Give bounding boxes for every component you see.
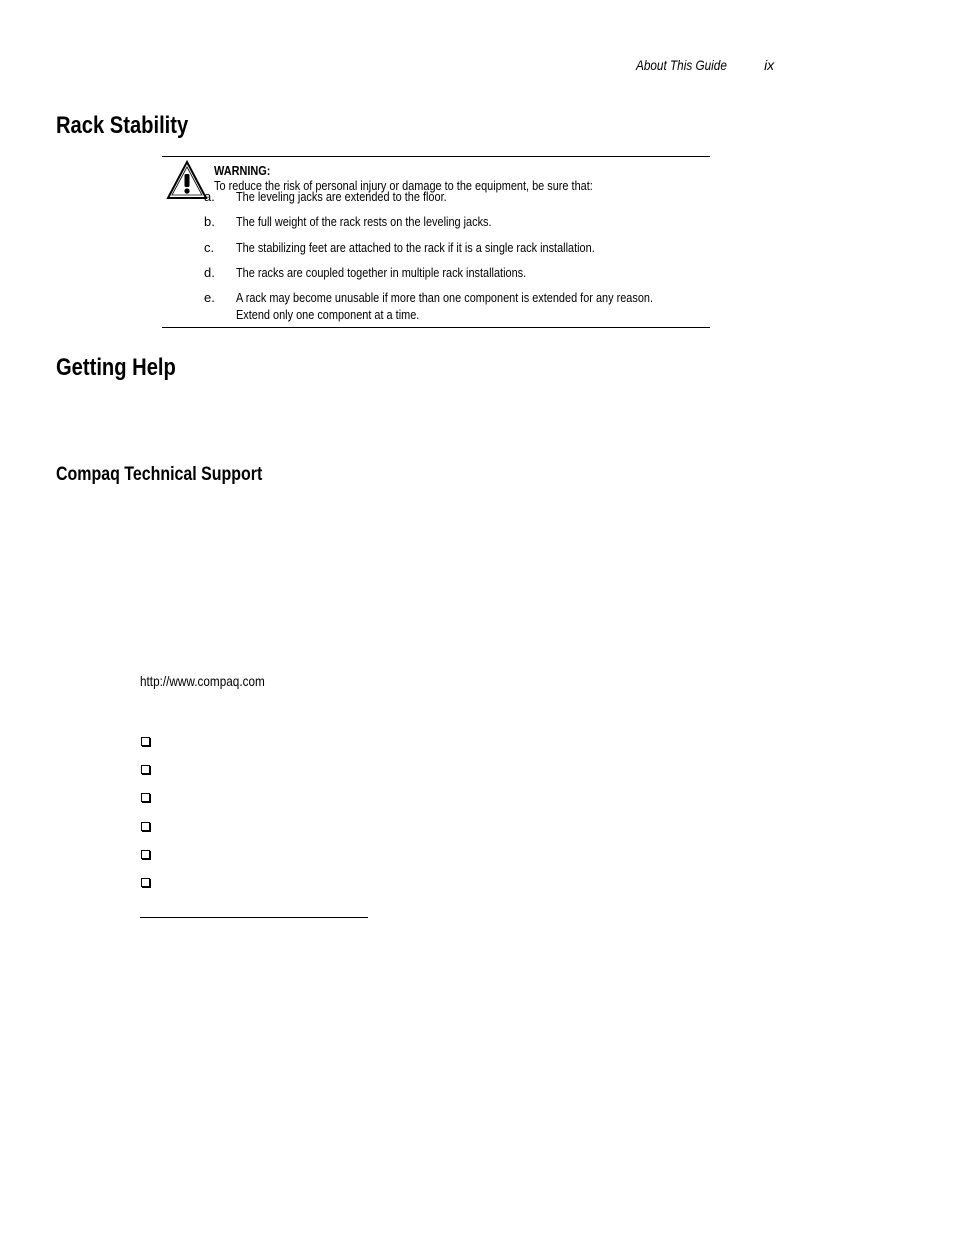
list-item-text: The racks are coupled together in multiple rack installations. (236, 265, 527, 280)
checklist-box (141, 878, 150, 887)
running-header (636, 57, 774, 73)
checklist-box (141, 765, 150, 774)
warning-box (162, 156, 710, 328)
compaq-website-link[interactable]: http://www.compaq.com (140, 673, 265, 689)
rack-stability-heading: Rack Stability (56, 112, 189, 139)
list-item-text: The stabilizing feet are attached to the rack if it is a single rack installation. (236, 240, 595, 255)
list-item-text: The full weight of the rack rests on the leveling jacks. (236, 214, 492, 229)
header-section-title: About This Guide (636, 57, 727, 73)
list-marker: a. (204, 189, 215, 204)
warning-label: WARNING: (214, 163, 271, 178)
warning-message: To reduce the risk of personal injury or damage to the equipment, be sure that: (214, 178, 593, 193)
list-item-text: The leveling jacks are extended to the floor. (236, 189, 447, 204)
checklist-box (141, 793, 150, 802)
getting-help-heading: Getting Help (56, 354, 176, 381)
page-number: ix (764, 57, 775, 73)
checklist-box (141, 850, 150, 859)
checklist-box (141, 737, 150, 746)
list-marker: e. (204, 290, 215, 305)
list-marker: b. (204, 214, 215, 229)
list-item-text: Extend only one component at a time. (236, 307, 420, 322)
list-marker: d. (204, 265, 215, 280)
checklist-box (141, 822, 150, 831)
footnote-rule (140, 917, 368, 918)
technical-support-heading: Compaq Technical Support (56, 464, 263, 485)
warning-triangle-icon (165, 159, 209, 201)
list-item-text: A rack may become unusable if more than one component is extended for any reason. (236, 290, 654, 305)
list-marker: c. (204, 240, 215, 255)
